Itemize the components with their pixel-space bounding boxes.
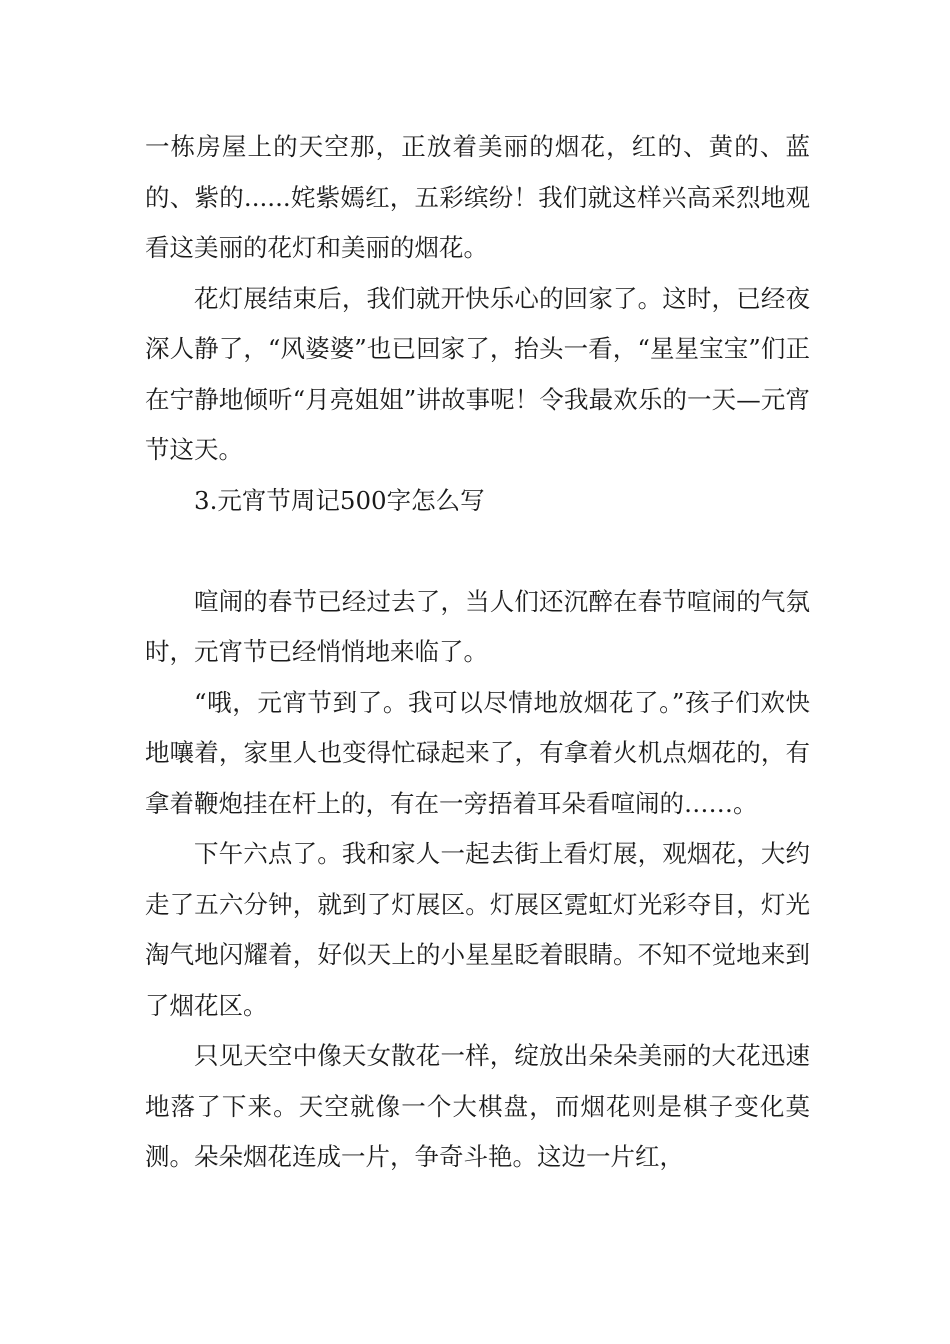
paragraph: 花灯展结束后，我们就开快乐心的回家了。这时，已经夜深人静了，“风婆婆”也已回家了，抬头一看，“星星宝宝”们正在宁静地倾听“月亮姐姐”讲故事呢！令我最欢乐的一天—元宵节这天。	[145, 283, 810, 464]
paragraph: 下午六点了。我和家人一起去街上看灯展，观烟花，大约走了五六分钟，就到了灯展区。灯展区霓虹灯光彩夺目，灯光淘气地闪耀着，好似天上的小星星眨着眼睛。不知不觉地来到了烟花区。	[145, 839, 810, 1020]
section-heading: 3.元宵节周记500字怎么写	[194, 485, 485, 515]
paragraph: 只见天空中像天女散花一样，绽放出朵朵美丽的大花迅速地落了下来。天空就像一个大棋盘，而烟花则是棋子变化莫测。朵朵烟花连成一片，争奇斗艳。这边一片红，	[145, 1041, 810, 1171]
paragraph: 喧闹的春节已经过去了，当人们还沉醉在春节喧闹的气氛时，元宵节已经悄悄地来临了。	[145, 586, 810, 666]
blank-line	[145, 526, 810, 577]
document-body	[145, 122, 810, 1183]
paragraph-continued: 一栋房屋上的天空那，正放着美丽的烟花，红的、黄的、蓝的、紫的......姹紫嫣红，五彩缤纷！我们就这样兴高采烈地观看这美丽的花灯和美丽的烟花。	[145, 132, 810, 262]
paragraph: “哦，元宵节到了。我可以尽情地放烟花了。”孩子们欢快地嚷着，家里人也变得忙碌起来了，有拿着火机点烟花的，有拿着鞭炮挂在杆上的，有在一旁捂着耳朵看喧闹的……。	[145, 687, 810, 818]
